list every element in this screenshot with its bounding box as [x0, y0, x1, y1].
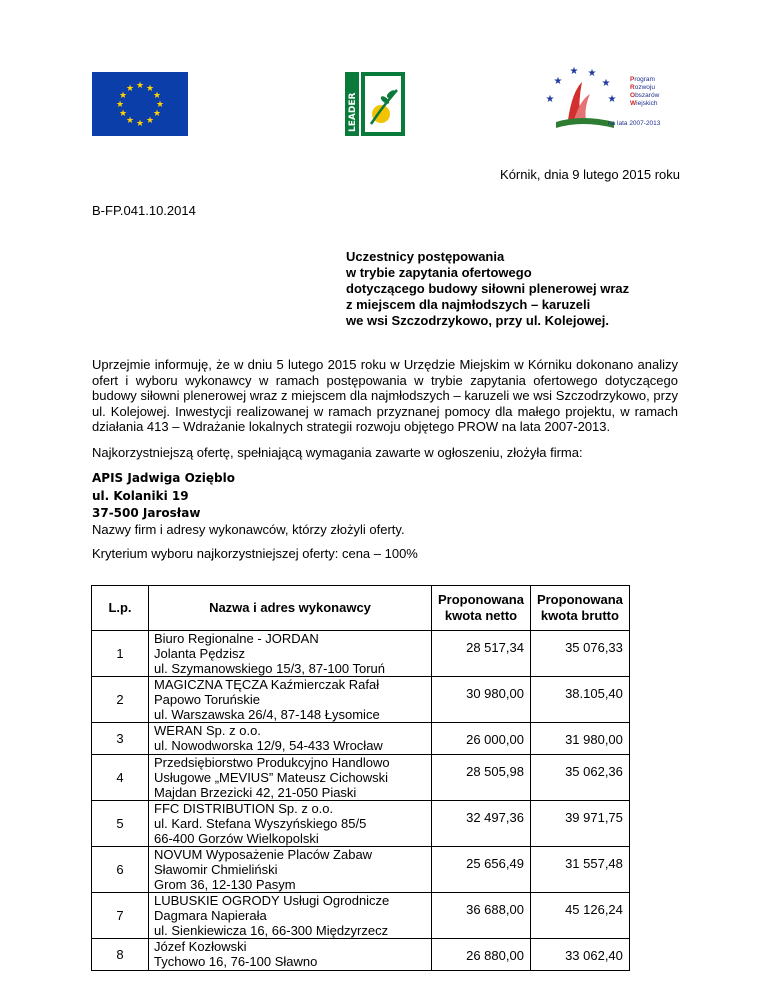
cell-name [149, 677, 432, 723]
header-brutto: Proponowana kwota brutto [530, 586, 629, 631]
cell-name [149, 755, 432, 801]
svg-text:★: ★ [145, 116, 155, 126]
offers-table [91, 585, 630, 971]
cell-brutto: 31 557,48 [530, 847, 629, 893]
cell-lp: 3 [92, 723, 149, 755]
cell-lp: 2 [92, 677, 149, 723]
winner-intro-paragraph: Najkorzystniejszą ofertę, spełniającą wymagania zawarte w ogłoszeniu, złożyła firma: [92, 445, 583, 460]
name-line: Jolanta Pędzisz [154, 646, 246, 661]
cell-brutto: 33 062,40 [530, 939, 629, 971]
name-line: WERAN Sp. z o.o. [154, 723, 261, 738]
recipients-block [346, 249, 676, 329]
cell-name [149, 723, 432, 755]
cell-brutto: 38.105,40 [530, 677, 629, 723]
cell-name [149, 631, 432, 677]
cell-lp: 7 [92, 893, 149, 939]
table-row [92, 755, 630, 801]
cell-netto: 26 880,00 [432, 939, 531, 971]
cell-netto: 36 688,00 [432, 893, 531, 939]
svg-text:★: ★ [601, 78, 611, 89]
name-line: Grom 36, 12-130 Pasym [154, 877, 296, 892]
cell-brutto: 39 971,75 [530, 801, 629, 847]
criterion-paragraph: Kryterium wyboru najkorzystniejszej oferty: cena – 100% [92, 546, 418, 561]
winner-address [92, 470, 235, 523]
offers-intro-paragraph: Nazwy firm i adresy wykonawców, którzy złożyli oferty. [92, 522, 405, 537]
cell-netto: 26 000,00 [432, 723, 531, 755]
table-row [92, 631, 630, 677]
letter-date: Kórnik, dnia 9 lutego 2015 roku [500, 167, 680, 182]
cell-netto: 28 505,98 [432, 755, 531, 801]
svg-text:★: ★ [155, 100, 165, 110]
cell-netto: 28 517,34 [432, 631, 531, 677]
name-line: Biuro Regionalne - JORDAN [154, 631, 319, 646]
leader-logo-text: LEADER [348, 92, 358, 132]
svg-text:★: ★ [125, 116, 135, 126]
header-netto: Proponowana kwota netto [432, 586, 531, 631]
cell-name [149, 847, 432, 893]
header-name: Nazwa i adres wykonawcy [149, 586, 432, 631]
cell-brutto: 45 126,24 [530, 893, 629, 939]
name-line: Papowo Toruńskie [154, 692, 260, 707]
svg-text:★: ★ [152, 109, 162, 119]
name-line: Majdan Brzezicki 42, 21-050 Piaski [154, 785, 357, 800]
eu-stars-icon [92, 72, 188, 136]
svg-text:★: ★ [145, 84, 155, 94]
svg-text:★: ★ [135, 119, 145, 129]
cell-lp: 4 [92, 755, 149, 801]
svg-text:★: ★ [587, 68, 597, 79]
leader-logo [345, 72, 405, 136]
cell-netto: 30 980,00 [432, 677, 531, 723]
name-line: FFC DISTRIBUTION Sp. z o.o. [154, 801, 334, 816]
table-row [92, 847, 630, 893]
cell-lp: 8 [92, 939, 149, 971]
name-line: 66-400 Gorzów Wielkopolski [154, 831, 319, 846]
svg-text:★: ★ [118, 109, 128, 119]
svg-text:★: ★ [115, 100, 125, 110]
table-row [92, 677, 630, 723]
prow-logo-years: na lata 2007-2013 [608, 120, 661, 127]
cell-name [149, 939, 432, 971]
header-lp: L.p. [92, 586, 149, 631]
table-row [92, 723, 630, 755]
cell-brutto: 35 062,36 [530, 755, 629, 801]
cell-lp: 5 [92, 801, 149, 847]
svg-text:★: ★ [125, 84, 135, 94]
name-line: Usługowe „MEVIUS” Mateusz Cichowski [154, 770, 389, 785]
svg-text:★: ★ [569, 66, 579, 77]
svg-text:★: ★ [118, 91, 128, 101]
cell-brutto: 35 076,33 [530, 631, 629, 677]
name-line: LUBUSKIE OGRODY Usługi Ogrodnicze [154, 893, 390, 908]
intro-paragraph: Uprzejmie informuję, że w dniu 5 lutego 2015 roku w Urzędzie Miejskim w Kórniku dokonano analizy ofert i wyboru wykonawcy w ramach postępowania w trybie zapytania ofertowego dotyczącego budowy siłowni plenerowej wraz z miejscem dla najmłodszych – karuzeli we wsi Szczodrzykowo, przy ul. Kolejowej. Inwestycji realizowanej w ramach przyznanej pomocy dla małego projektu, w ramach działania 413 – Wdrażanie lokalnych strategii rozwoju objętego PROW na lata 2007-2013. [92, 357, 678, 434]
cell-netto: 25 656,49 [432, 847, 531, 893]
name-line: Dagmara Napierała [154, 908, 267, 923]
cell-brutto: 31 980,00 [530, 723, 629, 755]
svg-text:★: ★ [545, 94, 555, 105]
winner-name: APIS Jadwiga Ozięblo [92, 471, 235, 485]
name-line: Józef Kozłowski [154, 939, 247, 954]
recipients-line: dotyczącego budowy siłowni plenerowej wraz [346, 281, 630, 296]
recipients-line: we wsi Szczodrzykowo, przy ul. Kolejowej. [346, 313, 609, 328]
recipients-line: w trybie zapytania ofertowego [346, 265, 532, 280]
name-line: ul. Nowodworska 12/9, 54-433 Wrocław [154, 738, 383, 753]
name-line: ul. Kard. Stefana Wyszyńskiego 85/5 [154, 816, 367, 831]
name-line: Przedsiębiorstwo Produkcyjno Handlowo [154, 755, 390, 770]
name-line: MAGICZNA TĘCZA Kaźmierczak Rafał [154, 677, 380, 692]
eu-flag-logo [92, 72, 188, 136]
svg-text:★: ★ [135, 81, 145, 91]
cell-netto: 32 497,36 [432, 801, 531, 847]
cell-name [149, 801, 432, 847]
name-line: NOVUM Wyposażenie Placów Zabaw [154, 847, 373, 862]
name-line: Sławomir Chmieliński [154, 862, 278, 877]
table-row [92, 939, 630, 971]
table-row [92, 893, 630, 939]
name-line: Tychowo 16, 76-100 Sławno [154, 954, 318, 969]
svg-text:★: ★ [607, 94, 617, 105]
winner-city: 37-500 Jarosław [92, 506, 201, 520]
cell-lp: 1 [92, 631, 149, 677]
cell-lp: 6 [92, 847, 149, 893]
recipients-line: z miejscem dla najmłodszych – karuzeli [346, 297, 591, 312]
reference-number: B-FP.041.10.2014 [92, 203, 196, 218]
name-line: ul. Szymanowskiego 15/3, 87-100 Toruń [154, 661, 386, 676]
name-line: ul. Warszawska 26/4, 87-148 Łysomice [154, 707, 380, 722]
svg-text:★: ★ [553, 76, 563, 87]
prow-logo-text: Program Rozwoju Obszarów Wiejskich [630, 76, 660, 107]
winner-street: ul. Kolaniki 19 [92, 488, 189, 503]
table-header-row [92, 586, 630, 631]
table-row [92, 801, 630, 847]
svg-text:★: ★ [152, 91, 162, 101]
recipients-line: Uczestnicy postępowania [346, 249, 505, 264]
name-line: ul. Sienkiewicza 16, 66-300 Międzyrzecz [154, 923, 389, 938]
cell-name [149, 893, 432, 939]
